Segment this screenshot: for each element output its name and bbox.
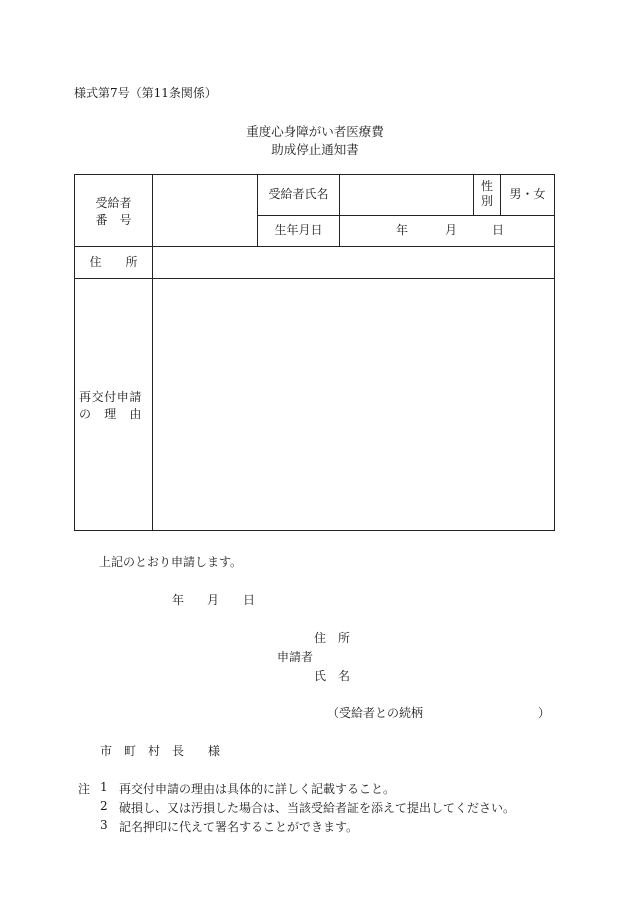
document-title-line2: 助成停止通知書 [271,142,359,157]
note-item-number: 3 [100,818,108,832]
note-item-text: 記名押印に代えて署名することができます。 [119,820,359,834]
reason-field[interactable] [153,279,554,530]
note-item-number: 1 [100,780,108,794]
date-day-label: 日 [243,593,256,607]
note-item-text: 再交付申請の理由は具体的に詳しく記載すること。 [119,782,396,796]
note-item-number: 2 [100,799,108,813]
document-title-line1: 重度心身障がい者医療費 [246,124,384,139]
applicant-label: 申請者 [277,650,314,664]
date-month-label: 月 [207,593,220,607]
note-item-text: 破損し、又は汚損した場合は、当該受給者証を添えて提出してください。 [119,801,516,815]
application-form-table [74,174,555,531]
relation-label: （受給者との続柄 [327,706,424,720]
relation-close-paren: ） [538,706,551,720]
address-field[interactable] [153,247,554,278]
notes-prefix: 注 [78,782,91,796]
address-label: 住 所 [89,255,138,269]
recipient-name-label: 受給者氏名 [268,187,329,201]
sex-label: 性 別 [480,179,493,208]
application-statement: 上記のとおり申請します。 [99,555,243,569]
applicant-name-label: 氏 名 [314,669,351,683]
recipient-number-label: 受給者 番 号 [95,196,132,227]
birthdate-day-label: 日 [492,223,505,237]
addressee: 市 町 村 長 様 [100,744,221,758]
applicant-address-label: 住 所 [314,631,351,645]
date-year-label: 年 [172,593,185,607]
recipient-name-field[interactable] [340,175,473,215]
birthdate-label: 生年月日 [274,223,323,237]
birthdate-year-label: 年 [396,223,409,237]
recipient-number-field[interactable] [153,175,257,246]
birthdate-month-label: 月 [445,223,458,237]
birthdate-field[interactable] [340,216,554,246]
sex-selection[interactable]: 男・女 [509,187,546,201]
reason-label: 再交付申請 の 理 由 [79,390,143,421]
form-number: 様式第7号（第11条関係） [74,86,217,100]
